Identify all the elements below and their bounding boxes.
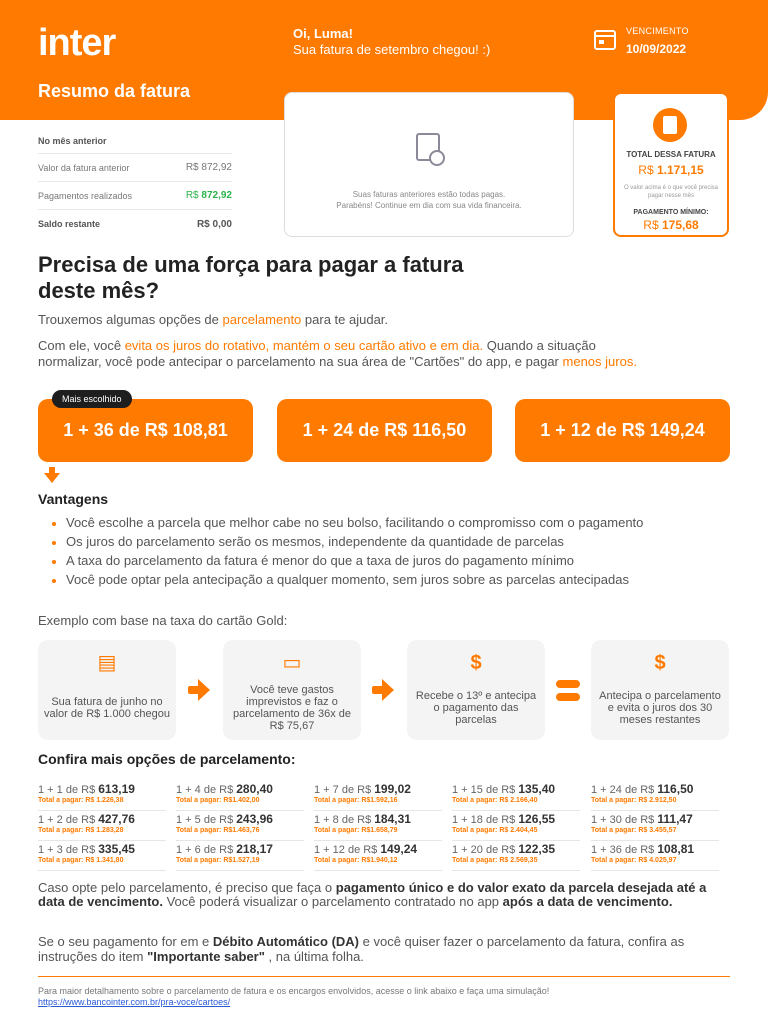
step-text: Sua fatura de junho no valor de R$ 1.000 chegou <box>44 696 170 720</box>
summary-label: Valor da fatura anterior <box>38 162 130 173</box>
parcelamento-highlight: parcelamento <box>222 312 302 327</box>
arrow-right-icon <box>188 679 212 701</box>
midbox-line1: Suas faturas anteriores estão todas pagas. <box>352 190 506 199</box>
previous-invoices-text <box>285 189 573 211</box>
intro-paragraph: Trouxemos algumas opções de parcelamento para te ajudar. <box>38 312 389 327</box>
footer-link[interactable]: https://www.bancointer.com.br/pra-voce/cartoes/ <box>38 997 231 1007</box>
summary-list <box>38 128 232 238</box>
greeting-message: Sua fatura de setembro chegou! :) <box>293 42 491 57</box>
arrow-right-icon <box>372 679 396 701</box>
coin-down-icon: $ <box>654 652 666 674</box>
installment-option[interactable]: 1 + 24 de R$ 116,50 Total a pagar: R$ 2.912,50 <box>591 782 719 811</box>
step-card <box>591 640 729 740</box>
minimum-label: PAGAMENTO MÍNIMO: <box>633 209 709 216</box>
footer-note: Para maior detalhamento sobre o parcelamento de fatura e os encargos envolvidos, acesse o link abaixo e faça uma simulação! <box>38 986 550 996</box>
step-card <box>223 640 361 740</box>
vencimento-date: 10/09/2022 <box>626 42 687 56</box>
summary-row <box>38 154 232 182</box>
option-24x-button[interactable]: 1 + 24 de R$ 116,50 <box>277 399 492 462</box>
summary-value: R$ 0,00 <box>196 218 232 230</box>
option-36x-button[interactable]: 1 + 36 de R$ 108,81 <box>38 399 253 462</box>
card-icon: ▭ <box>282 652 302 674</box>
installment-column <box>452 782 580 872</box>
total-note: O valor acima é o que você precisa pagar nesse mês <box>623 185 719 199</box>
installment-option[interactable]: 1 + 2 de R$ 427,76 Total a pagar: R$ 1.283,28 <box>38 812 166 841</box>
explanation-paragraph: Com ele, você evita os juros do rotativo, mantém o seu cartão ativo e em dia. Quando a situação normalizar, você pode antecipar o parcelamento na sua área de "Cartões" do app, e pagar menos juros. <box>38 338 637 369</box>
list-item: Você pode optar pela antecipação a qualquer momento, sem juros sobre as parcelas antecipadas <box>52 572 643 591</box>
most-chosen-badge: Mais escolhido <box>52 390 132 408</box>
previous-invoices-box <box>284 92 574 237</box>
example-caption: Exemplo com base na taxa do cartão Gold: <box>38 613 288 628</box>
summary-value: R$ 872,92 <box>185 162 232 173</box>
list-item: Você escolhe a parcela que melhor cabe no seu bolso, facilitando o compromisso com o pagamento <box>52 515 643 534</box>
auto-debit-instructions: Se o seu pagamento for em e Débito Automático (DA) e você quiser fazer o parcelamento da fatura, confira as instruções do item "Importante saber" , na última folha. <box>38 934 685 964</box>
minimum-value: R$ 175,68 <box>643 218 699 232</box>
summary-value: R$ 872,92 <box>185 190 232 201</box>
summary-label: Pagamentos realizados <box>38 190 133 201</box>
installment-column <box>314 782 442 872</box>
payment-instructions: Caso opte pelo parcelamento, é preciso que faça o pagamento único e do valor exato da parcela desejada até a data de vencimento. Você poderá visualizar o parcelamento contratado no app após a data de vencimento. <box>38 880 707 909</box>
installment-option[interactable]: 1 + 12 de R$ 149,24 Total a pagar: R$1.940,12 <box>314 842 442 871</box>
step-text: Recebe o 13º e antecipa o pagamento das parcelas <box>415 690 537 726</box>
installment-option[interactable]: 1 + 15 de R$ 135,40 Total a pagar: R$ 2.166,40 <box>452 782 580 811</box>
step-text: Você teve gastos imprevistos e faz o parcelamento de 36x de R$ 75,67 <box>232 684 352 732</box>
list-item: Os juros do parcelamento serão os mesmos, independente da quantidade de parcelas <box>52 534 643 553</box>
vencimento-label: VENCIMENTO <box>626 26 689 36</box>
option-12x-button[interactable]: 1 + 12 de R$ 149,24 <box>515 399 730 462</box>
midbox-line2: Parabéns! Continue em dia com sua vida financeira. <box>336 201 522 210</box>
summary-head-label: No mês anterior <box>38 135 107 146</box>
page-headline <box>38 252 558 304</box>
installment-option[interactable]: 1 + 4 de R$ 280,40 Total a pagar: R$1.402,00 <box>176 782 304 811</box>
summary-row <box>38 182 232 210</box>
installment-option[interactable]: 1 + 20 de R$ 122,35 Total a pagar: R$ 2.569,35 <box>452 842 580 871</box>
step-text: Antecipa o parcelamento e evita o juros dos 30 meses restantes <box>599 690 721 726</box>
installment-option[interactable]: 1 + 6 de R$ 218,17 Total a pagar: R$1.527,19 <box>176 842 304 871</box>
greeting-name: Oi, Luma! <box>293 26 353 41</box>
footer-divider <box>38 976 730 977</box>
invoice-icon <box>653 108 687 142</box>
more-options-title: Confira mais opções de parcelamento: <box>38 751 296 767</box>
installment-option[interactable]: 1 + 18 de R$ 126,55 Total a pagar: R$ 2.404,45 <box>452 812 580 841</box>
greeting <box>293 26 490 58</box>
total-label: TOTAL DESSA FATURA <box>626 150 716 159</box>
arrow-down-icon <box>44 473 60 483</box>
total-box <box>613 92 729 237</box>
summary-head <box>38 128 232 154</box>
calendar-icon <box>594 30 616 50</box>
list-item: A taxa do parcelamento da fatura é menor do que a taxa de juros do pagamento mínimo <box>52 553 643 572</box>
vantagens-title: Vantagens <box>38 491 109 507</box>
installment-option[interactable]: 1 + 5 de R$ 243,96 Total a pagar: R$1.463,76 <box>176 812 304 841</box>
installment-option[interactable]: 1 + 7 de R$ 199,02 Total a pagar: R$1.592,16 <box>314 782 442 811</box>
installment-column <box>176 782 304 872</box>
total-value: R$ 1.171,15 <box>638 163 704 177</box>
coin-icon: $ <box>470 652 482 674</box>
installment-option[interactable]: 1 + 30 de R$ 111,47 Total a pagar: R$ 3.455,57 <box>591 812 719 841</box>
resumo-title: Resumo da fatura <box>38 81 191 101</box>
installment-option[interactable]: 1 + 8 de R$ 184,31 Total a pagar: R$1.658,79 <box>314 812 442 841</box>
step-card <box>38 640 176 740</box>
installment-column <box>38 782 166 872</box>
equals-icon <box>556 680 580 702</box>
headline-line2: deste mês? <box>38 278 160 303</box>
installment-option[interactable]: 1 + 1 de R$ 613,19 Total a pagar: R$ 1.226,38 <box>38 782 166 811</box>
document-icon: ▤ <box>97 652 117 674</box>
headline-line1: Precisa de uma força para pagar a fatura <box>38 252 464 277</box>
summary-label: Saldo restante <box>38 219 101 229</box>
inter-logo: inter <box>38 22 116 64</box>
invoice-check-icon <box>416 133 440 161</box>
summary-row <box>38 210 232 238</box>
step-card <box>407 640 545 740</box>
installment-option[interactable]: 1 + 36 de R$ 108,81 Total a pagar: R$ 4.025,97 <box>591 842 719 871</box>
installment-column <box>591 782 719 872</box>
installment-option[interactable]: 1 + 3 de R$ 335,45 Total a pagar: R$ 1.341,80 <box>38 842 166 871</box>
vantagens-list <box>52 515 643 591</box>
